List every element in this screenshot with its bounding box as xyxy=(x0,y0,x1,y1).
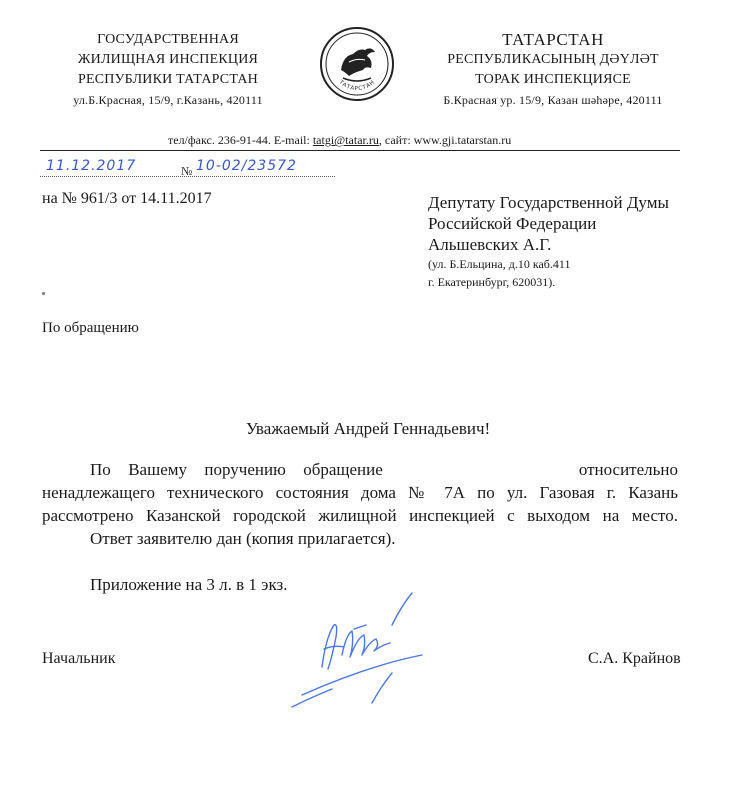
org-name-line-3: РЕСПУБЛИКИ ТАТАРСТАН xyxy=(77,72,258,87)
body-paragraph-2: Ответ заявителю дан (копия прилагается). xyxy=(90,529,396,548)
email-link[interactable]: tatgi@tatar.ru xyxy=(312,133,379,147)
org-name-tat-line-2: РЕСПУБЛИКАСЫНЫҢ ДӘҮЛӘТ xyxy=(447,52,659,67)
addressee-line-2: Российской Федерации xyxy=(428,214,597,233)
signer-name: С.А. Крайнов xyxy=(588,650,681,667)
addressee-address-2: г. Екатеринбург, 620031). xyxy=(428,275,556,289)
contacts-line xyxy=(168,133,511,148)
org-address: ул.Б.Красная, 15/9, г.Казань, 420111 xyxy=(73,93,263,107)
contacts-phone: тел/факс. 236-91-44. E-mail: xyxy=(168,133,313,147)
org-name-line-2: ЖИЛИЩНАЯ ИНСПЕКЦИЯ xyxy=(77,52,259,67)
org-name-line-1: ГОСУДАРСТВЕННАЯ xyxy=(97,32,239,47)
org-name-tat-line-3: ТОРАК ИНСПЕКЦИЯСЕ xyxy=(475,72,631,87)
letterhead-left xyxy=(58,30,278,110)
letter-body xyxy=(42,458,678,596)
registration-number: 10-02/23572 xyxy=(196,158,297,174)
addressee-line-1: Депутату Государственной Думы xyxy=(428,193,669,212)
org-address-tat: Б.Красная ур. 15/9, Казан шәһәре, 420111 xyxy=(443,93,663,107)
body-paragraph-1 xyxy=(42,458,678,527)
registration-date: 11.12.2017 xyxy=(46,158,137,174)
handwritten-signature-icon xyxy=(262,585,432,715)
signer-role: Начальник xyxy=(42,650,116,667)
subject-line: По обращению xyxy=(42,320,139,336)
letterhead-divider xyxy=(40,150,680,151)
body-paragraph-1-rest: относительно ненадлежащего технического состояния дома № 7А по ул. Газовая г. Казань рассмотрено Казанской городской жилищной инспекцией с выходом на место. xyxy=(42,460,678,525)
addressee-name: Альшевских А.Г. xyxy=(428,235,552,254)
registration-number-label: № xyxy=(181,164,193,178)
letterhead-right xyxy=(420,30,686,110)
attachment-note: Приложение на 3 л. в 1 экз. xyxy=(90,575,288,594)
body-paragraph-1-start: По Вашему поручению обращение xyxy=(90,460,383,479)
addressee-block xyxy=(428,192,708,291)
addressee-address-1: (ул. Б.Ельцина, д.10 каб.411 xyxy=(428,257,571,271)
org-name-tat-line-1: ТАТАРСТАН xyxy=(502,30,604,49)
reference-line: на № 961/3 от 14.11.2017 xyxy=(42,190,212,207)
margin-dot xyxy=(42,292,45,295)
contacts-site: , сайт: www.gji.tatarstan.ru xyxy=(378,133,512,147)
salutation: Уважаемый Андрей Геннадьевич! xyxy=(245,419,491,438)
tatarstan-emblem-icon xyxy=(319,26,395,102)
emblem-caption: ТАТАРСТАН xyxy=(337,79,377,93)
